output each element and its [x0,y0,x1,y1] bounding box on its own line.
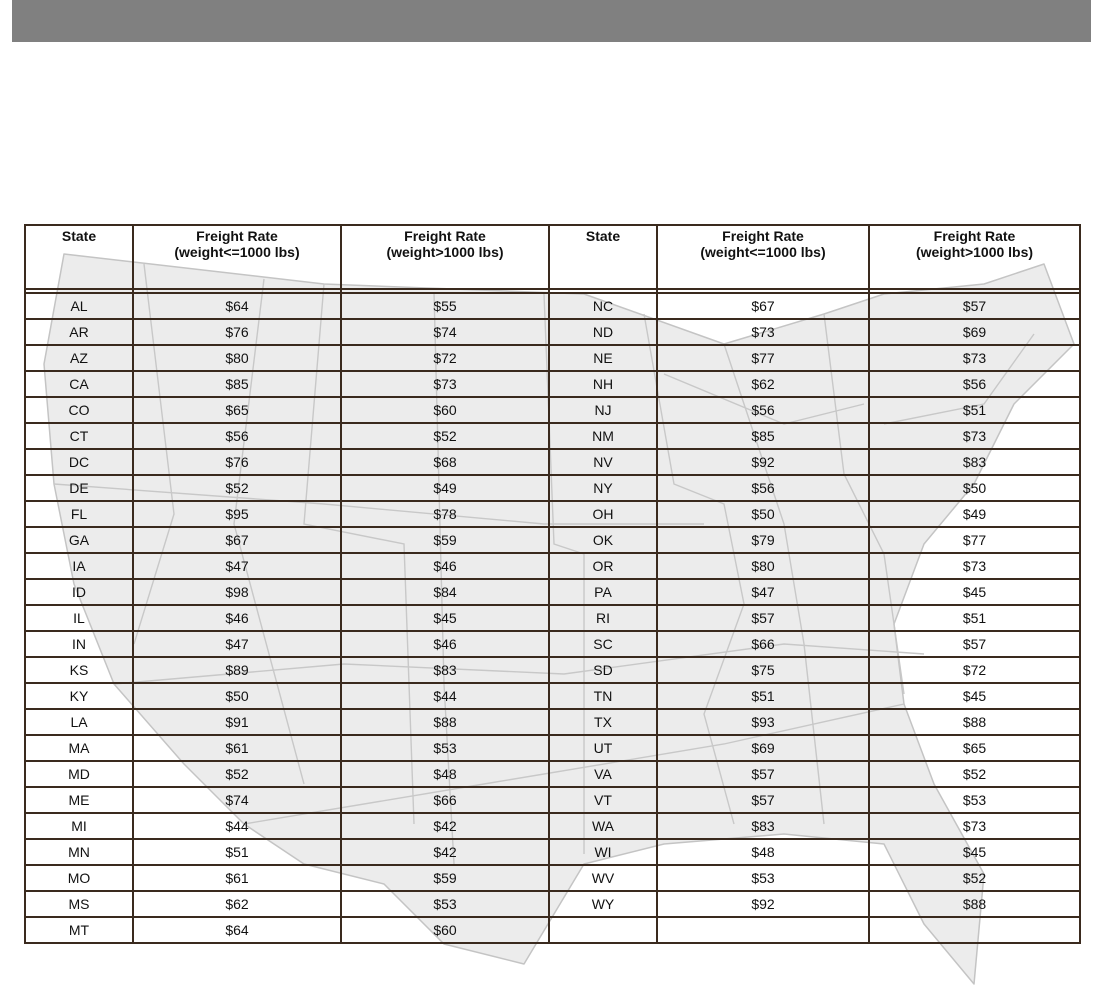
left-state-cell: AZ [25,345,133,371]
left-rate-light-cell: $91 [133,709,341,735]
right-rate-heavy-cell: $45 [869,579,1080,605]
header-rate-light-condition: (weight<=1000 lbs) [700,244,826,260]
right-rate-light-cell: $48 [657,839,869,865]
left-state-cell: AR [25,319,133,345]
left-state-cell: ID [25,579,133,605]
header-rate-light-condition: (weight<=1000 lbs) [174,244,300,260]
right-state-cell: ND [549,319,657,345]
left-state-cell: ME [25,787,133,813]
left-state-cell: KS [25,657,133,683]
header-rate-heavy-condition: (weight>1000 lbs) [386,244,504,260]
left-state-cell: MD [25,761,133,787]
right-state-cell: OK [549,527,657,553]
left-rate-heavy-cell: $46 [341,631,549,657]
header-rate-light [133,225,341,289]
left-rate-light-cell: $67 [133,527,341,553]
right-state-cell: SD [549,657,657,683]
left-state-cell: AL [25,293,133,319]
right-rate-heavy-cell: $83 [869,449,1080,475]
header-rate-title: Freight Rate [933,228,1016,244]
header-rate-heavy [341,225,549,289]
right-rate-light-cell: $56 [657,475,869,501]
table-row [25,865,1080,891]
right-rate-heavy-cell: $57 [869,631,1080,657]
right-rate-light-cell: $50 [657,501,869,527]
table-row [25,501,1080,527]
left-state-cell: MA [25,735,133,761]
left-state-cell: FL [25,501,133,527]
left-state-cell: KY [25,683,133,709]
right-state-cell: TX [549,709,657,735]
left-state-cell: MI [25,813,133,839]
right-rate-heavy-cell: $45 [869,839,1080,865]
right-rate-heavy-cell: $73 [869,553,1080,579]
header-rate-light [657,225,869,289]
right-rate-light-cell: $51 [657,683,869,709]
left-rate-light-cell: $89 [133,657,341,683]
table-row [25,917,1080,943]
left-state-cell: GA [25,527,133,553]
left-rate-heavy-cell: $60 [341,397,549,423]
right-state-cell: NE [549,345,657,371]
right-rate-heavy-cell: $51 [869,397,1080,423]
left-rate-light-cell: $51 [133,839,341,865]
table-row [25,449,1080,475]
left-rate-light-cell: $95 [133,501,341,527]
table-row [25,475,1080,501]
left-state-cell: IA [25,553,133,579]
right-rate-light-cell: $69 [657,735,869,761]
right-rate-heavy-cell: $72 [869,657,1080,683]
right-rate-light-cell: $92 [657,449,869,475]
table-row [25,553,1080,579]
left-state-cell: MS [25,891,133,917]
right-rate-heavy-cell: $65 [869,735,1080,761]
right-rate-heavy-cell: $51 [869,605,1080,631]
table-header-row [25,225,1080,289]
left-rate-heavy-cell: $66 [341,787,549,813]
right-state-cell: OH [549,501,657,527]
left-state-cell: DE [25,475,133,501]
table-row [25,761,1080,787]
right-rate-heavy-cell: $49 [869,501,1080,527]
table-row [25,683,1080,709]
right-rate-heavy-cell: $52 [869,865,1080,891]
right-state-cell: WI [549,839,657,865]
left-state-cell: IN [25,631,133,657]
left-rate-light-cell: $61 [133,865,341,891]
right-state-cell: RI [549,605,657,631]
left-rate-heavy-cell: $45 [341,605,549,631]
left-state-cell: CO [25,397,133,423]
right-rate-light-cell: $77 [657,345,869,371]
right-rate-light-cell: $67 [657,293,869,319]
right-rate-light-cell: $73 [657,319,869,345]
left-state-cell: CT [25,423,133,449]
right-state-cell [549,917,657,943]
right-rate-light-cell: $75 [657,657,869,683]
left-rate-light-cell: $64 [133,293,341,319]
left-rate-light-cell: $47 [133,631,341,657]
header-state: State [25,225,133,289]
right-rate-light-cell: $57 [657,761,869,787]
right-rate-light-cell: $93 [657,709,869,735]
left-rate-light-cell: $46 [133,605,341,631]
right-state-cell: WY [549,891,657,917]
left-rate-heavy-cell: $48 [341,761,549,787]
right-state-cell: NC [549,293,657,319]
left-rate-heavy-cell: $49 [341,475,549,501]
right-rate-heavy-cell: $88 [869,709,1080,735]
left-state-cell: IL [25,605,133,631]
left-rate-light-cell: $62 [133,891,341,917]
left-rate-light-cell: $76 [133,449,341,475]
right-rate-light-cell [657,917,869,943]
left-state-cell: MO [25,865,133,891]
left-rate-light-cell: $65 [133,397,341,423]
table-row [25,293,1080,319]
left-rate-heavy-cell: $60 [341,917,549,943]
freight-rate-table-container [24,224,1081,996]
table-row [25,735,1080,761]
right-rate-light-cell: $56 [657,397,869,423]
right-rate-heavy-cell: $45 [869,683,1080,709]
header-rate-title: Freight Rate [404,228,486,244]
right-rate-light-cell: $53 [657,865,869,891]
right-rate-light-cell: $80 [657,553,869,579]
left-state-cell: CA [25,371,133,397]
table-row [25,371,1080,397]
left-rate-heavy-cell: $88 [341,709,549,735]
table-row [25,787,1080,813]
right-rate-light-cell: $57 [657,605,869,631]
right-rate-light-cell: $57 [657,787,869,813]
left-rate-heavy-cell: $46 [341,553,549,579]
left-state-cell: MN [25,839,133,865]
right-state-cell: NM [549,423,657,449]
left-rate-light-cell: $56 [133,423,341,449]
right-rate-heavy-cell: $73 [869,345,1080,371]
right-rate-heavy-cell: $52 [869,761,1080,787]
table-row [25,709,1080,735]
freight-rate-table [24,224,1081,944]
table-row [25,605,1080,631]
right-rate-light-cell: $83 [657,813,869,839]
table-row [25,527,1080,553]
left-rate-heavy-cell: $84 [341,579,549,605]
right-rate-light-cell: $62 [657,371,869,397]
left-rate-heavy-cell: $42 [341,839,549,865]
right-rate-heavy-cell: $88 [869,891,1080,917]
header-state: State [549,225,657,289]
right-rate-heavy-cell: $57 [869,293,1080,319]
header-rate-heavy [869,225,1080,289]
right-rate-heavy-cell: $50 [869,475,1080,501]
right-rate-heavy-cell: $77 [869,527,1080,553]
left-rate-light-cell: $98 [133,579,341,605]
right-state-cell: PA [549,579,657,605]
table-row [25,397,1080,423]
right-state-cell: NY [549,475,657,501]
table-row [25,813,1080,839]
right-state-cell: NV [549,449,657,475]
left-rate-heavy-cell: $83 [341,657,549,683]
header-bar [12,0,1091,42]
left-rate-light-cell: $52 [133,475,341,501]
left-rate-heavy-cell: $72 [341,345,549,371]
right-rate-heavy-cell: $73 [869,423,1080,449]
right-state-cell: TN [549,683,657,709]
left-rate-heavy-cell: $44 [341,683,549,709]
header-rate-heavy-condition: (weight>1000 lbs) [915,244,1034,260]
right-state-cell: UT [549,735,657,761]
left-rate-heavy-cell: $53 [341,891,549,917]
header-rate-title: Freight Rate [196,228,278,244]
right-rate-light-cell: $66 [657,631,869,657]
left-rate-heavy-cell: $68 [341,449,549,475]
right-rate-light-cell: $92 [657,891,869,917]
left-rate-heavy-cell: $74 [341,319,549,345]
left-rate-light-cell: $61 [133,735,341,761]
right-rate-light-cell: $79 [657,527,869,553]
right-state-cell: NH [549,371,657,397]
left-rate-light-cell: $85 [133,371,341,397]
right-state-cell: VA [549,761,657,787]
right-state-cell: WV [549,865,657,891]
left-state-cell: LA [25,709,133,735]
left-state-cell: MT [25,917,133,943]
left-rate-heavy-cell: $42 [341,813,549,839]
table-row [25,579,1080,605]
right-state-cell: VT [549,787,657,813]
right-state-cell: OR [549,553,657,579]
right-rate-heavy-cell: $53 [869,787,1080,813]
table-row [25,319,1080,345]
right-state-cell: SC [549,631,657,657]
table-row [25,423,1080,449]
left-rate-light-cell: $47 [133,553,341,579]
header-rate-title: Freight Rate [722,228,804,244]
right-rate-heavy-cell: $56 [869,371,1080,397]
right-rate-light-cell: $47 [657,579,869,605]
left-state-cell: DC [25,449,133,475]
left-rate-light-cell: $50 [133,683,341,709]
table-row [25,839,1080,865]
left-rate-light-cell: $76 [133,319,341,345]
right-state-cell: WA [549,813,657,839]
right-rate-heavy-cell: $69 [869,319,1080,345]
left-rate-heavy-cell: $78 [341,501,549,527]
right-state-cell: NJ [549,397,657,423]
table-row [25,345,1080,371]
left-rate-heavy-cell: $55 [341,293,549,319]
left-rate-light-cell: $52 [133,761,341,787]
left-rate-light-cell: $44 [133,813,341,839]
table-row [25,657,1080,683]
right-rate-heavy-cell: $73 [869,813,1080,839]
table-row [25,891,1080,917]
left-rate-heavy-cell: $53 [341,735,549,761]
left-rate-light-cell: $80 [133,345,341,371]
left-rate-light-cell: $74 [133,787,341,813]
right-rate-light-cell: $85 [657,423,869,449]
left-rate-heavy-cell: $52 [341,423,549,449]
left-rate-heavy-cell: $59 [341,865,549,891]
left-rate-heavy-cell: $73 [341,371,549,397]
right-rate-heavy-cell [869,917,1080,943]
left-rate-light-cell: $64 [133,917,341,943]
left-rate-heavy-cell: $59 [341,527,549,553]
table-row [25,631,1080,657]
